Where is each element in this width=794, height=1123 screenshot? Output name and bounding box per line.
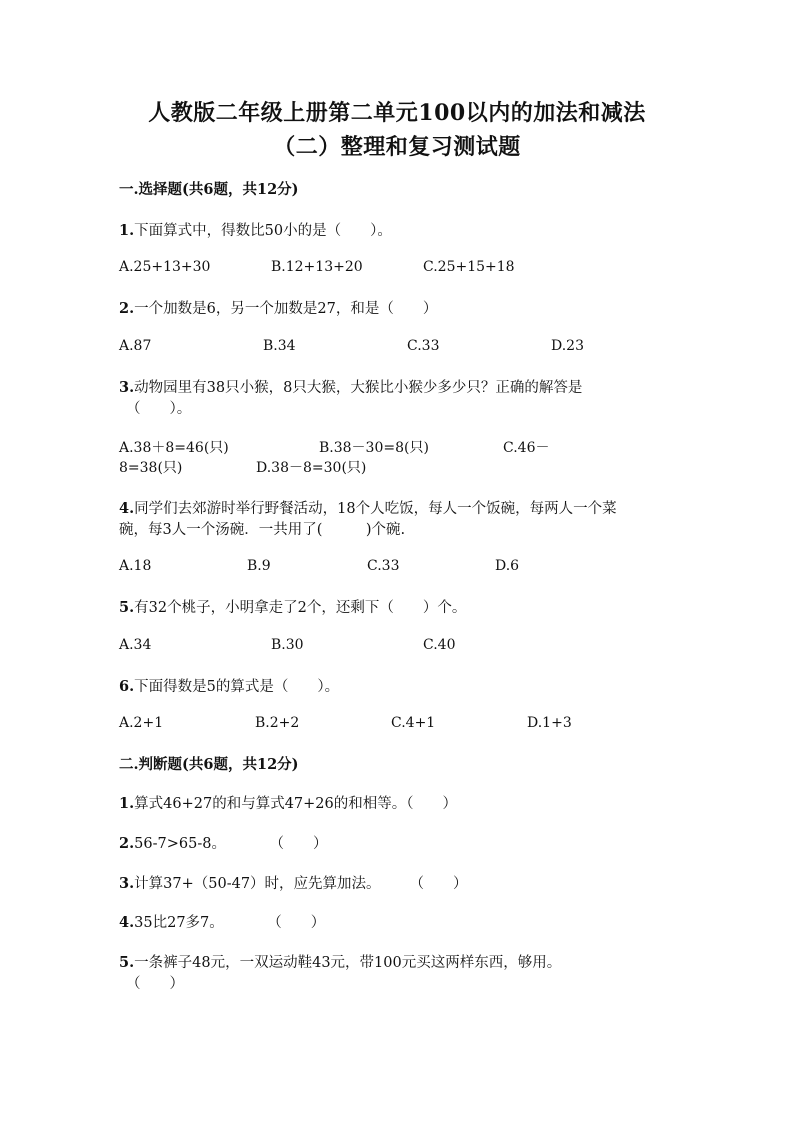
option-d: D.6 bbox=[495, 558, 520, 574]
option-b: B.9 bbox=[247, 558, 271, 574]
question-text: 56-7>65-8。 （ ） bbox=[134, 836, 328, 852]
question-number: 3. bbox=[119, 379, 135, 396]
judgment-question-1 bbox=[119, 792, 457, 813]
option-b: B.38－30=8(只) bbox=[319, 440, 429, 456]
section-heading-choice: 一.选择题(共6题，共12分) bbox=[119, 181, 299, 198]
option-b: B.34 bbox=[263, 338, 296, 354]
question-3 bbox=[119, 376, 582, 397]
question-number: 4. bbox=[119, 500, 135, 517]
question-number: 1. bbox=[119, 222, 135, 239]
option-a: A.25+13+30 bbox=[119, 259, 211, 275]
section-heading-judgment: 二.判断题(共6题，共12分) bbox=[119, 756, 299, 773]
question-4-line2: 碗，每3人一个汤碗．一共用了( )个碗. bbox=[119, 522, 406, 538]
question-text: 有32个桃子，小明拿走了2个，还剩下（ ）个。 bbox=[134, 600, 467, 616]
question-number: 3. bbox=[119, 875, 135, 892]
question-3-blank: （ ）。 bbox=[126, 401, 192, 417]
question-text: 算式46+27的和与算式47+26的和相等。（ ） bbox=[134, 796, 457, 812]
question-4 bbox=[119, 497, 617, 518]
question-text: 同学们去郊游时举行野餐活动，18个人吃饭，每人一个饭碗，每两人一个菜 bbox=[134, 501, 617, 517]
question-number: 1. bbox=[119, 795, 135, 812]
question-text: 动物园里有38只小猴，8只大猴，大猴比小猴少多少只？正确的解答是 bbox=[134, 380, 583, 396]
question-1 bbox=[119, 219, 392, 240]
question-number: 5. bbox=[119, 599, 135, 616]
question-number: 4. bbox=[119, 914, 135, 931]
option-a: A.34 bbox=[119, 637, 152, 653]
judgment-question-3 bbox=[119, 872, 468, 893]
option-c: C.25+15+18 bbox=[423, 259, 515, 275]
option-a: A.2+1 bbox=[119, 715, 164, 731]
page-title-line2: （二）整理和复习测试题 bbox=[273, 134, 521, 160]
option-c: C.33 bbox=[367, 558, 400, 574]
question-number: 6. bbox=[119, 678, 135, 695]
option-d: D.38－8=30(只) bbox=[256, 460, 367, 476]
option-c: C.46－ bbox=[503, 440, 550, 456]
option-b: B.12+13+20 bbox=[271, 259, 363, 275]
option-d: D.1+3 bbox=[527, 715, 572, 731]
option-d: D.23 bbox=[551, 338, 584, 354]
question-text: 一个加数是6，另一个加数是27，和是（ ） bbox=[134, 301, 438, 317]
option-c-continued: 8=38(只) bbox=[119, 460, 183, 476]
question-5 bbox=[119, 596, 466, 617]
question-text: 下面算式中，得数比50小的是（ ）。 bbox=[134, 223, 392, 239]
question-text: 计算37+（50-47）时，应先算加法。 （ ） bbox=[134, 876, 468, 892]
page-title-line1: 人教版二年级上册第二单元100以内的加法和减法 bbox=[148, 100, 646, 126]
question-text: 一条裤子48元，一双运动鞋43元，带100元买这两样东西，够用。 bbox=[134, 955, 562, 971]
judgment-question-5-blank: （ ） bbox=[126, 976, 184, 992]
question-number: 2. bbox=[119, 300, 135, 317]
option-c: C.4+1 bbox=[391, 715, 436, 731]
judgment-question-2 bbox=[119, 832, 327, 853]
question-2 bbox=[119, 297, 437, 318]
option-a: A.18 bbox=[119, 558, 152, 574]
judgment-question-4 bbox=[119, 911, 325, 932]
question-6 bbox=[119, 675, 339, 696]
question-number: 2. bbox=[119, 835, 135, 852]
option-a: A.38＋8=46(只) bbox=[119, 440, 229, 456]
option-c: C.33 bbox=[407, 338, 440, 354]
option-b: B.30 bbox=[271, 637, 304, 653]
question-number: 5. bbox=[119, 954, 135, 971]
question-text: 35比27多7。 （ ） bbox=[134, 915, 326, 931]
question-text: 下面得数是5的算式是（ ）。 bbox=[134, 679, 340, 695]
judgment-question-5 bbox=[119, 951, 561, 972]
option-a: A.87 bbox=[119, 338, 152, 354]
option-c: C.40 bbox=[423, 637, 456, 653]
option-b: B.2+2 bbox=[255, 715, 300, 731]
